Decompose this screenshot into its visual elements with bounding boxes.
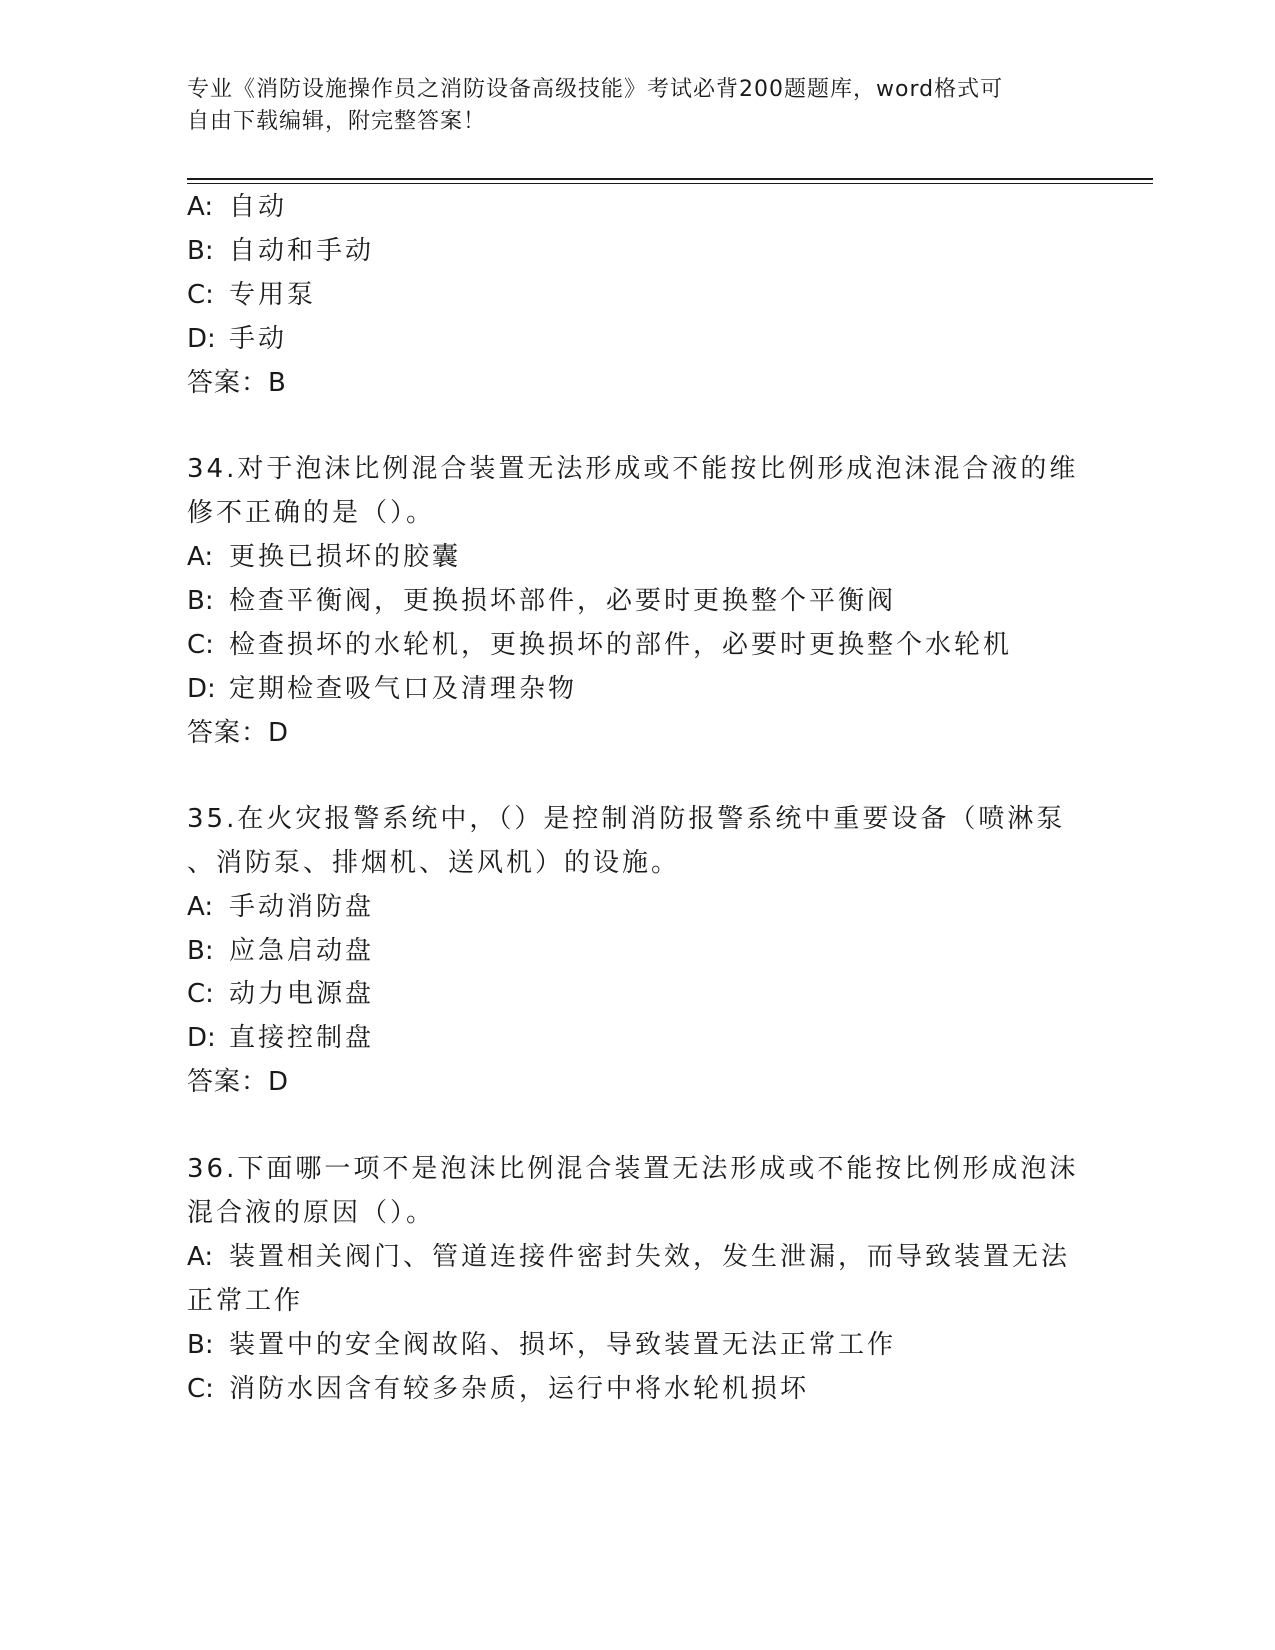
option-text: 检查损坏的水轮机，更换损坏的部件，必要时更换整个水轮机	[229, 630, 1013, 660]
q33-option-c	[187, 278, 316, 312]
option-text: 消防水因含有较多杂质，运行中将水轮机损坏	[229, 1374, 810, 1404]
q36-stem-line-2: 混合液的原因（）。	[187, 1198, 436, 1228]
option-text: 检查平衡阀，更换损坏部件，必要时更换整个平衡阀	[229, 586, 897, 616]
option-text: 专用泵	[229, 280, 317, 310]
q35-option-b	[187, 934, 374, 968]
option-letter: A:	[187, 192, 214, 222]
q36-stem-line-1: 36.下面哪一项不是泡沫比例混合装置无法形成或不能按比例形成泡沫	[187, 1154, 1079, 1184]
header-line-2: 自由下载编辑，附完整答案！	[187, 109, 487, 134]
option-letter: B:	[187, 236, 214, 266]
option-text: 定期检查吸气口及清理杂物	[229, 674, 578, 704]
q36-option-a-continuation: 正常工作	[187, 1286, 304, 1316]
q35-answer: 答案：D	[187, 1067, 290, 1097]
option-text: 装置中的安全阀故陷、损坏，导致装置无法正常工作	[229, 1330, 897, 1360]
q35-option-d	[187, 1021, 374, 1055]
option-text: 直接控制盘	[229, 1023, 375, 1053]
q33-answer: 答案：B	[187, 368, 287, 398]
q34-answer: 答案：D	[187, 718, 290, 748]
option-text: 应急启动盘	[229, 936, 375, 966]
q33-option-d	[187, 322, 287, 356]
option-text: 自动和手动	[229, 236, 375, 266]
option-text: 手动	[229, 324, 288, 354]
option-letter: B:	[187, 936, 214, 966]
option-letter: C:	[187, 979, 214, 1009]
option-letter: D:	[187, 324, 216, 354]
option-letter: C:	[187, 1374, 214, 1404]
q34-option-a	[187, 540, 461, 574]
header-line-1: 专业《消防设施操作员之消防设备高级技能》考试必背200题题库，word格式可	[187, 77, 1004, 102]
q35-option-c	[187, 977, 374, 1011]
q36-option-c	[187, 1372, 809, 1406]
q34-option-d	[187, 672, 577, 706]
q36-option-b	[187, 1328, 896, 1362]
option-letter: C:	[187, 280, 214, 310]
option-text: 更换已损坏的胶囊	[229, 542, 462, 572]
option-text: 手动消防盘	[229, 892, 375, 922]
q34-stem-line-2: 修不正确的是（）。	[187, 498, 436, 528]
q35-stem-line-2: 、消防泵、排烟机、送风机）的设施。	[187, 848, 681, 878]
option-text: 动力电源盘	[229, 979, 375, 1009]
q34-option-c	[187, 628, 1012, 662]
option-text: 装置相关阀门、管道连接件密封失效，发生泄漏，而导致装置无法	[229, 1242, 1071, 1272]
q36-option-a	[187, 1240, 1070, 1274]
option-letter: D:	[187, 1023, 216, 1053]
option-letter: B:	[187, 1330, 214, 1360]
header-rule-thick	[187, 178, 1153, 180]
header-rule-thin	[187, 183, 1153, 184]
q33-option-b	[187, 234, 374, 268]
option-text: 自动	[229, 192, 288, 222]
option-letter: A:	[187, 892, 214, 922]
option-letter: A:	[187, 542, 214, 572]
option-letter: A:	[187, 1242, 214, 1272]
q34-stem-line-1: 34.对于泡沫比例混合装置无法形成或不能按比例形成泡沫混合液的维	[187, 454, 1079, 484]
option-letter: B:	[187, 586, 214, 616]
option-letter: C:	[187, 630, 214, 660]
q34-option-b	[187, 584, 896, 618]
option-letter: D:	[187, 674, 216, 704]
q35-option-a	[187, 890, 374, 924]
q35-stem-line-1: 35.在火灾报警系统中，（）是控制消防报警系统中重要设备（喷淋泵	[187, 804, 1066, 834]
document-header	[187, 74, 1087, 138]
q33-option-a	[187, 190, 287, 224]
